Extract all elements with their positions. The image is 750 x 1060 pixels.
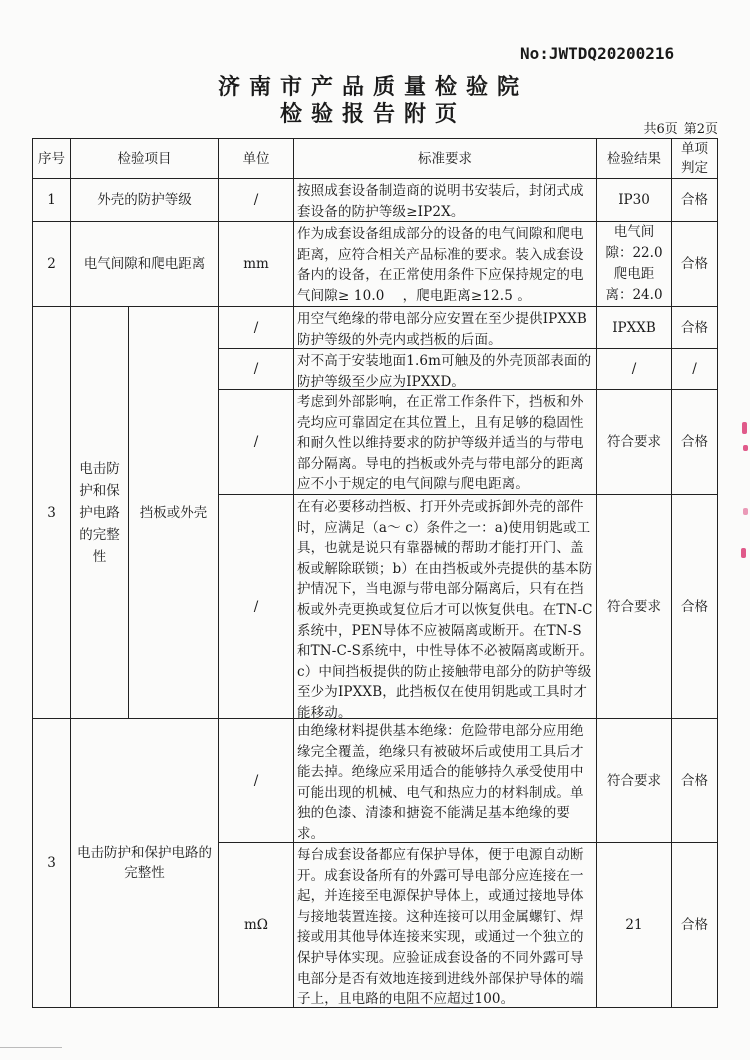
row3d-standard-text: 在有必要移动挡板、打开外壳或拆卸外壳的部件时，应满足（a～ c）条件之一：a)使用钥匙或工具，也就是说只有靠器械的帮助才能打开门、盖板或解除联锁；b）在由挡板或外壳提供的基本防护情况下，当电源与带电部分隔离后，只有在挡板或外壳更换或复位后才可以恢复供电。在TN-C系统中，PEN导体不应被隔离或断开。在TN-S和TN-C-S系统中，中性导体不必被隔离或断开。c）中间挡板提供的防止接触带电部分的防护等级至少为IPXXB，此挡板仅在使用钥匙或工具时才能移动。	[297, 499, 594, 721]
row4b-unit: mΩ	[218, 842, 294, 1008]
report-number: No:JWTDQ20200216	[520, 44, 675, 63]
row3a-standard-text: 用空气绝缘的带电部分应安置在至少提供IPXXB防护等级的外壳内或挡板的后面。	[297, 311, 588, 348]
scan-artifact	[0, 1047, 62, 1048]
row3a-verdict: 合格	[671, 306, 718, 349]
row3a-result: IPXXB	[596, 306, 672, 349]
stamp-edge-mark	[743, 508, 748, 515]
row3b-result: /	[596, 348, 672, 390]
row3c-unit: /	[218, 389, 294, 495]
row3a-standard	[293, 306, 597, 349]
row2-standard-text: 作为成套设备组成部分的设备的电气间隙和爬电距离，应符合相关产品标准的要求。装入成套设备内的设备，在正常使用条件下应保持规定的电气间隙≥ 10.0 ，爬电距离≥12.5 。	[297, 226, 584, 304]
row2-unit: mm	[218, 221, 294, 307]
col-header-item: 检验项目	[70, 138, 219, 179]
row3-seq: 3	[32, 306, 71, 719]
col-header-verdict: 单项判定	[671, 138, 718, 179]
row1-item: 外壳的防护等级	[70, 178, 219, 222]
row3b-standard	[293, 348, 597, 390]
row1-standard	[293, 178, 597, 222]
page-info	[637, 118, 718, 137]
organization-title: 济南市产品质量检验院	[218, 74, 529, 100]
row2-item: 电气间隙和爬电距离	[70, 221, 219, 307]
row1-verdict: 合格	[671, 178, 718, 222]
row1-seq: 1	[32, 178, 71, 222]
row3c-standard-text: 考虑到外部影响，在正常工作条件下，挡板和外壳均应可靠固定在其位置上，且有足够的稳固性和耐久性以维持要求的防护等级并适当的与带电部分隔离。导电的挡板或外壳与带电部分的距离应不小于规定的电气间隙与爬电距离。	[297, 394, 584, 493]
col-header-seq: 序号	[32, 138, 71, 179]
row4-item: 电击防护和保护电路的完整性	[70, 718, 219, 1008]
row3b-standard-text: 对不高于安装地面1.6m可触及的外壳顶部表面的防护等级至少应为IPXXD。	[297, 353, 592, 390]
row3c-result: 符合要求	[596, 389, 672, 495]
row3b-verdict: /	[671, 348, 718, 390]
row3d-unit: /	[218, 494, 294, 719]
row3d-result: 符合要求	[596, 494, 672, 719]
row4b-result: 21	[596, 842, 672, 1008]
current-page: 第2页	[683, 122, 718, 137]
row3b-unit: /	[218, 348, 294, 390]
stamp-edge-mark	[742, 422, 747, 434]
row3c-standard	[293, 389, 597, 495]
row3-subitem: 挡板或外壳	[128, 306, 219, 719]
row4a-verdict: 合格	[671, 718, 718, 843]
row2-result: 电气间隙：22.0 爬电距离：24.0	[596, 221, 672, 307]
row4-seq: 3	[32, 718, 71, 1008]
row4a-standard-text: 由绝缘材料提供基本绝缘：危险带电部分应用绝缘完全覆盖，绝缘只有被破坏后或使用工具后才能去掉。绝缘应采用适合的能够持久承受使用中可能出现的机械、电气和热应力的材料制成。单独的色漆、清漆和搪瓷不能满足基本绝缘的要求。	[297, 723, 584, 842]
row2-verdict: 合格	[671, 221, 718, 307]
row3a-unit: /	[218, 306, 294, 349]
col-header-standard: 标准要求	[293, 138, 597, 179]
total-pages: 共6页	[643, 122, 678, 137]
row4b-standard	[293, 842, 597, 1008]
row1-unit: /	[218, 178, 294, 222]
row1-result: IP30	[596, 178, 672, 222]
page-title: 检验报告附页	[280, 101, 467, 127]
row4b-standard-text: 每台成套设备都应有保护导体，便于电源自动断开。成套设备所有的外露可导电部分应连接在一起，并连接至电源保护导体上，或通过接地导体与接地装置连接。这种连接可以用金属螺钉、焊接或用其他导体连接来实现，或通过一个独立的保护导体实现。应验证成套设备的不同外露可导电部分是否有效地连接到进线外部保护导体的端子上，且电路的电阻不应超过100。	[297, 847, 584, 1008]
col-header-result: 检验结果	[596, 138, 672, 179]
row4a-unit: /	[218, 718, 294, 843]
row4a-result: 符合要求	[596, 718, 672, 843]
row4a-standard	[293, 718, 597, 843]
row3d-verdict: 合格	[671, 494, 718, 719]
col-header-unit: 单位	[218, 138, 294, 179]
row2-standard	[293, 221, 597, 307]
row3c-verdict: 合格	[671, 389, 718, 495]
row3d-standard	[293, 494, 597, 719]
stamp-edge-mark	[743, 445, 748, 451]
row2-seq: 2	[32, 221, 71, 307]
row1-standard-text: 按照成套设备制造商的说明书安装后，封闭式成套设备的防护等级≥IP2X。	[297, 183, 584, 220]
row3-item: 电击防护和保护电路的完整性	[70, 306, 129, 719]
stamp-edge-mark	[741, 548, 746, 558]
row4b-verdict: 合格	[671, 842, 718, 1008]
